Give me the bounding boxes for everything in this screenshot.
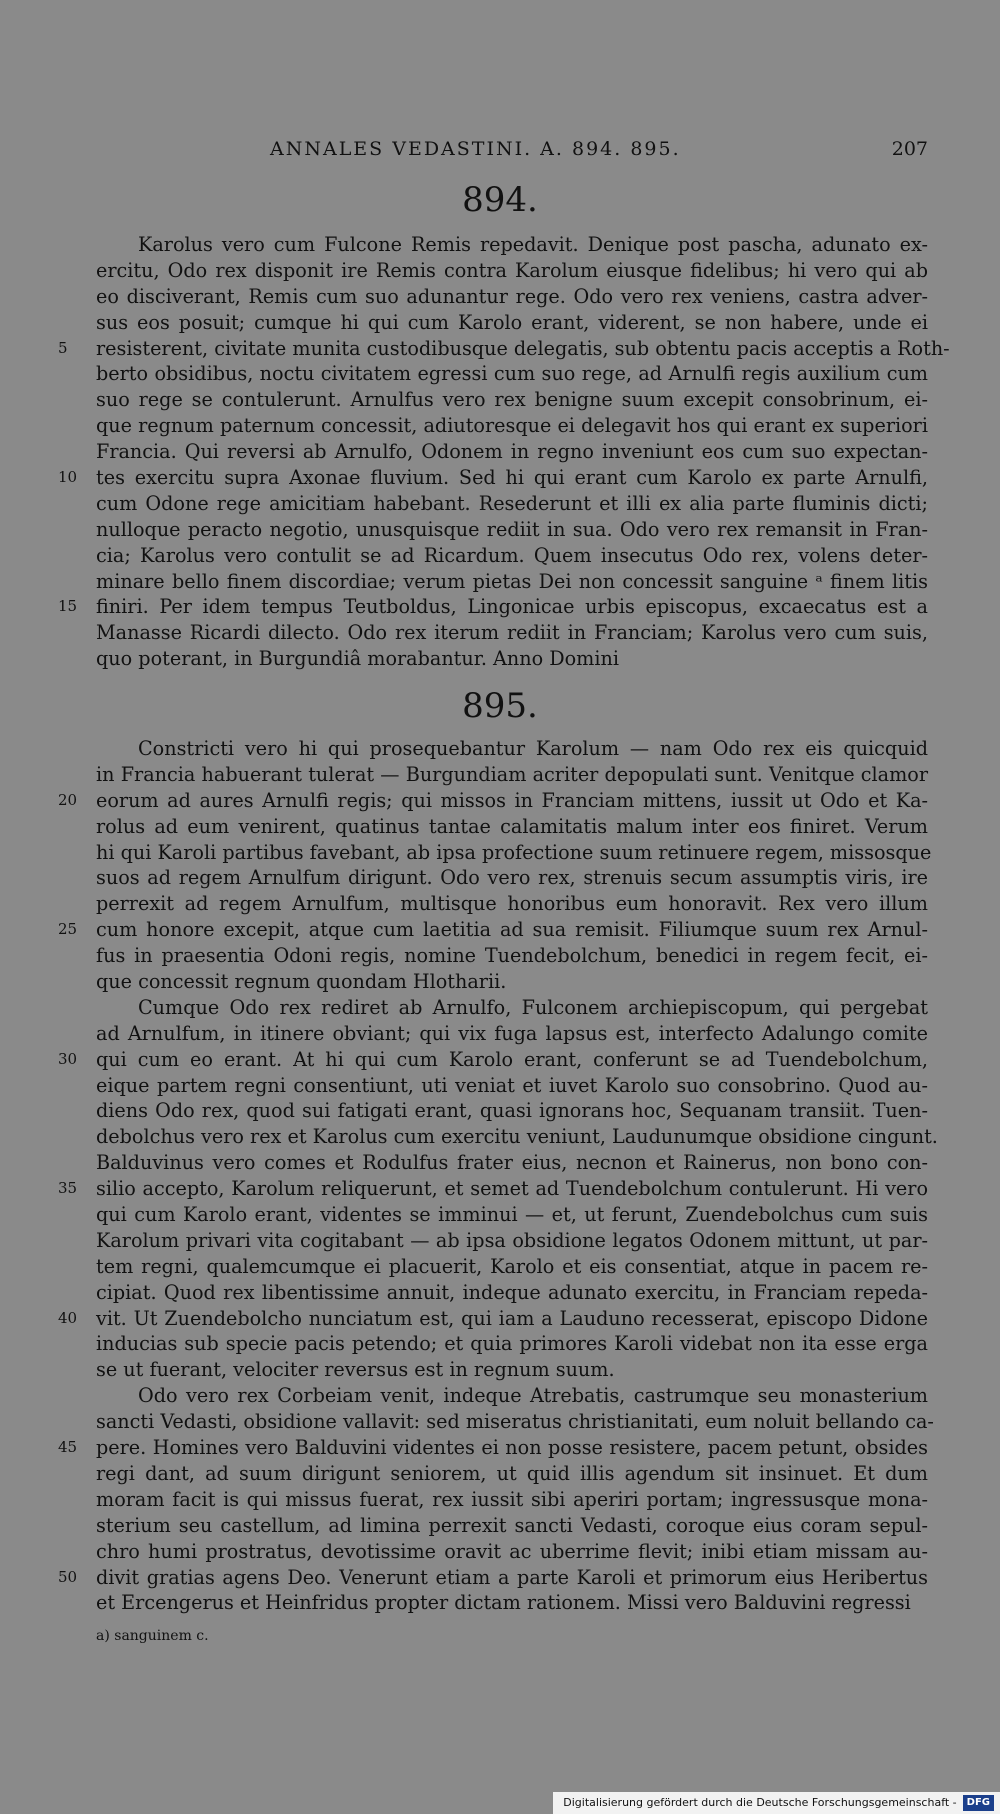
text-line: Balduvinus vero comes et Rodulfus frater eius, necnon et Rainerus, non bono con- <box>96 1151 928 1175</box>
text-line: Odo vero rex Corbeiam venit, indeque Atrebatis, castrumque seu monasterium <box>138 1384 928 1408</box>
page-number: 207 <box>891 138 928 160</box>
text-line: sus eos posuit; cumque hi qui cum Karolo erant, viderent, se non habere, unde ei <box>96 310 928 334</box>
text-line: suo rege se contulerunt. Arnulfus vero rex benigne suum excepit consobrinum, ei- <box>96 388 928 412</box>
text-line: cipiat. Quod rex libentissime annuit, indeque adunato exercitu, in Franciam repeda- <box>96 1280 928 1304</box>
text-line: cia; Karolus vero contulit se ad Ricardum. Quem insecutus Odo rex, volens deter- <box>96 543 928 567</box>
digitization-credit <box>553 1792 1000 1814</box>
text-line: debolchus vero rex et Karolus cum exercitu veniunt, Laudunumque obsidione cingunt. <box>96 1125 938 1149</box>
text-line: divit gratias agens Deo. Venerunt etiam a parte Karoli et primorum eius Heribertus 50 <box>58 1565 928 1589</box>
text-line: cum honore excepit, atque cum laetitia ad sua remisit. Filiumque suum rex Arnul- 25 <box>58 918 928 942</box>
running-head <box>0 138 1000 164</box>
line-number: 45 <box>58 1438 78 1457</box>
text-line: chro humi prostratus, devotissime oravit ac uberrime flevit; inibi etiam missam au- <box>96 1539 928 1563</box>
year-heading-895: 895. <box>462 686 538 726</box>
line-number: 50 <box>58 1567 78 1586</box>
text-line: moram facit is qui missus fuerat, rex iussit sibi aperiri portam; ingressusque mona- <box>96 1487 928 1511</box>
text-line: quo poterant, in Burgundiâ morabantur. Anno Domini <box>96 647 619 671</box>
text-line: suos ad regem Arnulfum dirigunt. Odo vero rex, strenuis secum assumptis viris, ire <box>96 866 928 890</box>
line-number: 40 <box>58 1308 78 1327</box>
text-line: perrexit ad regem Arnulfum, multisque honoribus eum honoravit. Rex vero illum <box>96 892 928 916</box>
text-line: resisterent, civitate munita custodibusque delegatis, sub obtentu pacis acceptis a Roth- 5 <box>58 336 950 360</box>
line-number: 25 <box>58 920 78 939</box>
text-line: in Francia habuerant tulerat — Burgundiam acriter depopulati sunt. Venitque clamor <box>96 762 928 786</box>
text-line: que concessit regnum quondam Hlotharii. <box>96 970 507 994</box>
text-line: pere. Homines vero Balduvini videntes ei non posse resistere, pacem petunt, obsides 45 <box>58 1436 928 1460</box>
running-title: ANNALES VEDASTINI. A. 894. 895. <box>270 138 681 160</box>
text-line: se ut fuerant, velociter reversus est in regnum suum. <box>96 1358 615 1382</box>
text-line: nulloque peracto negotio, unusquisque rediit in sua. Odo vero rex remansit in Fran- <box>96 517 928 541</box>
text-line: Manasse Ricardi dilecto. Odo rex iterum rediit in Franciam; Karolus vero cum suis, <box>96 621 928 645</box>
text-line: Cumque Odo rex rediret ab Arnulfo, Fulconem archiepiscopum, qui pergebat <box>138 995 928 1019</box>
line-number: 5 <box>58 338 68 357</box>
text-line: Karolum privari vita cogitabant — ab ipsa obsidione legatos Odonem mittunt, ut par- <box>96 1228 928 1252</box>
dfg-logo: DFG <box>963 1795 994 1811</box>
text-line: ercitu, Odo rex disponit ire Remis contra Karolum eiusque fidelibus; hi vero qui ab <box>96 258 928 282</box>
text-line: hi qui Karoli partibus favebant, ab ipsa profectione suum retinuere regem, missosque <box>96 840 932 864</box>
text-line: que regnum paternum concessit, adiutoresque ei delegavit hos qui erant ex superiori <box>96 414 928 438</box>
text-line: qui cum eo erant. At hi qui cum Karolo erant, conferunt se ad Tuendebolchum, 30 <box>58 1047 928 1071</box>
text-line: Francia. Qui reversi ab Arnulfo, Odonem in regno inveniunt eos cum suo expectan- <box>96 440 928 464</box>
text-line: et Ercengerus et Heinfridus propter dictam rationem. Missi vero Balduvini regressi <box>96 1591 911 1615</box>
line-number: 20 <box>58 790 78 809</box>
line-number: 30 <box>58 1049 78 1068</box>
text-line: silio accepto, Karolum reliquerunt, et semet ad Tuendebolchum contulerunt. Hi vero 35 <box>58 1177 928 1201</box>
text-block-894 <box>58 232 950 672</box>
text-line: qui cum Karolo erant, videntes se imminui — et, ut ferunt, Zuendebolchus cum suis <box>96 1203 928 1227</box>
text-line: minare bello finem discordiae; verum pietas Dei non concessit sanguine ᵃ finem litis <box>96 569 928 593</box>
text-block-895 <box>58 736 938 1616</box>
text-line: finiri. Per idem tempus Teutboldus, Lingonicae urbis episcopus, excaecatus est a 15 <box>58 595 928 619</box>
text-line: Constricti vero hi qui prosequebantur Karolum — nam Odo rex eis quicquid <box>138 737 928 760</box>
text-line: vit. Ut Zuendebolcho nunciatum est, qui iam a Lauduno recesserat, episcopo Didone 40 <box>58 1306 928 1330</box>
text-line: eo disciverant, Remis cum suo adunantur rege. Odo vero rex veniens, castra adver- <box>96 284 928 308</box>
text-line: regi dant, ad suum dirigunt seniorem, ut quid illis agendum sit insinuet. Et dum <box>96 1461 928 1485</box>
text-line: cum Odone rege amicitiam habebant. Resederunt et illi ex alia parte fluminis dicti; <box>96 491 928 515</box>
credit-text: Digitalisierung gefördert durch die Deutsche Forschungsgemeinschaft - <box>563 1796 957 1809</box>
text-line: Karolus vero cum Fulcone Remis repedavit. Denique post pascha, adunato ex- <box>138 233 928 256</box>
line-number: 10 <box>58 468 78 487</box>
footnote: a) sanguinem c. <box>96 1628 209 1644</box>
year-heading-894: 894. <box>462 180 538 220</box>
text-line: fus in praesentia Odoni regis, nomine Tuendebolchum, benedici in regem fecit, ei- <box>96 944 928 968</box>
text-line: sterium seu castellum, ad limina perrexit sancti Vedasti, coroque eius coram sepul- <box>96 1513 928 1537</box>
line-number: 35 <box>58 1179 78 1198</box>
text-line: rolus ad eum venirent, quatinus tantae calamitatis malum inter eos finiret. Verum <box>96 814 928 838</box>
line-number: 15 <box>58 597 78 616</box>
text-line: eorum ad aures Arnulfi regis; qui missos in Franciam mittens, iussit ut Odo et Ka- 20 <box>58 788 928 812</box>
text-line: berto obsidibus, noctu civitatem egressi cum suo rege, ad Arnulfi regis auxilium cum <box>96 362 928 386</box>
text-line: tem regni, qualemcumque ei placuerit, Karolo et eis consentiat, atque in pacem re- <box>96 1254 928 1278</box>
text-line: inducias sub specie pacis petendo; et quia primores Karoli videbat non ita esse erga <box>96 1332 928 1356</box>
text-line: sancti Vedasti, obsidione vallavit: sed miseratus christianitati, eum noluit bellando ca- <box>96 1410 934 1434</box>
text-line: tes exercitu supra Axonae fluvium. Sed hi qui erant cum Karolo ex parte Arnulfi, 10 <box>58 466 928 490</box>
text-line: ad Arnulfum, in itinere obviant; qui vix fuga lapsus est, interfecto Adalungo comite <box>96 1021 928 1045</box>
text-line: eique partem regni consentiunt, uti veniat et iuvet Karolo suo consobrino. Quod au- <box>96 1073 928 1097</box>
text-line: diens Odo rex, quod sui fatigati erant, quasi ignorans hoc, Sequanam transiit. Tuen- <box>96 1099 928 1123</box>
